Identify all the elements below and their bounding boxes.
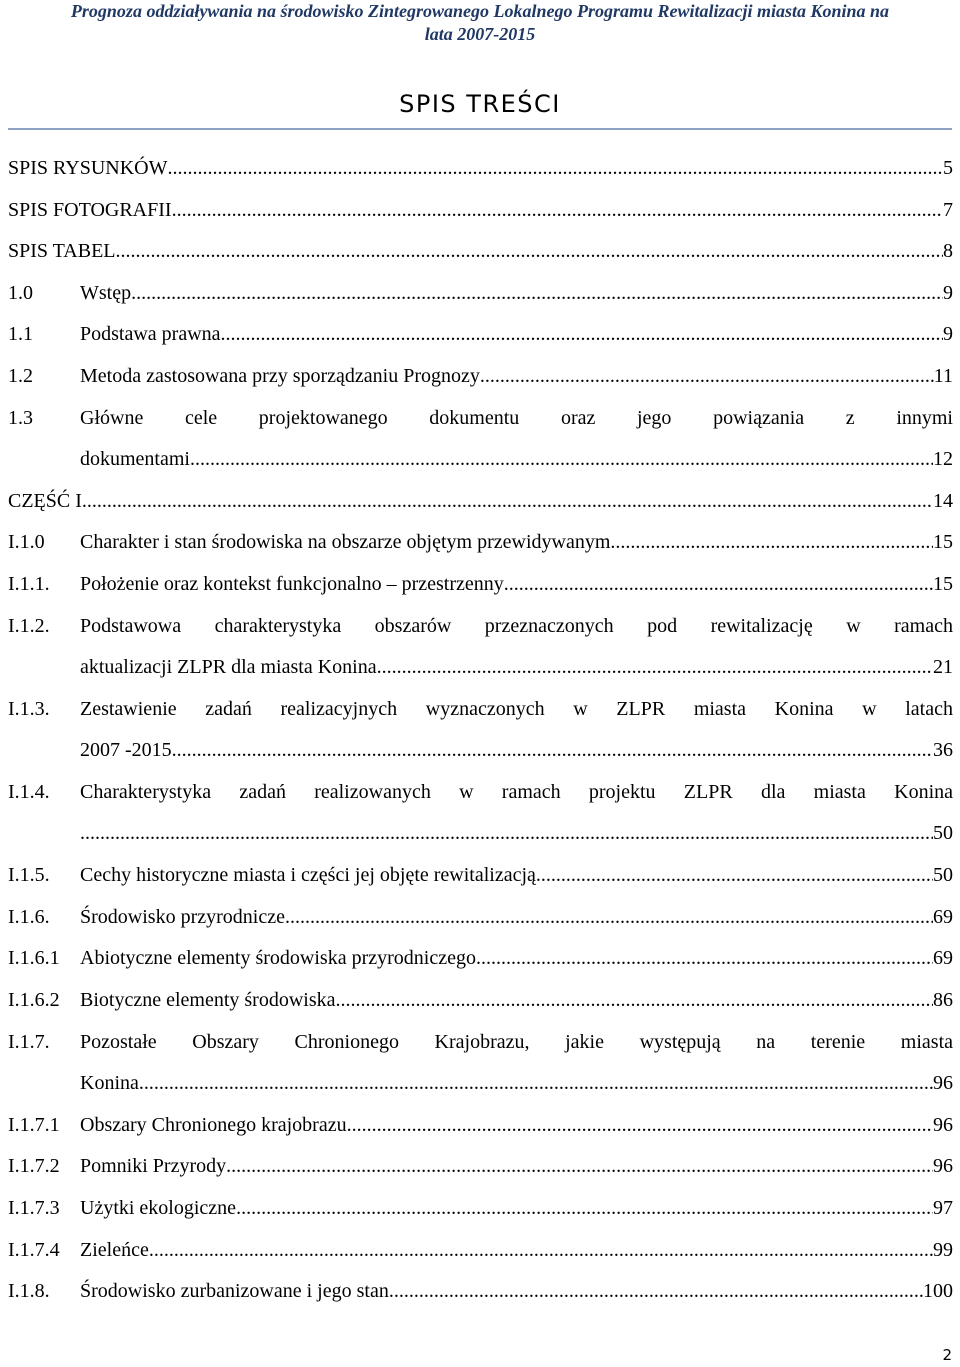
toc-entry-number: 1.1 <box>8 323 33 346</box>
toc-entry-page: 15 <box>933 531 953 554</box>
dot-leader <box>377 647 933 688</box>
page-number: 2 <box>942 1346 952 1364</box>
dot-leader <box>236 1188 933 1229</box>
toc-entry-number: I.1.7.2 <box>8 1155 60 1178</box>
dot-leader <box>131 273 943 314</box>
toc-entry-text: Abiotyczne elementy środowiska przyrodniczego <box>80 947 476 970</box>
toc-entry-text: Podstawowa charakterystyka obszarów przeznaczonych pod rewitalizację w ramach <box>80 614 953 637</box>
toc-entry-text: Zestawienie zadań realizacyjnych wyznaczonych w ZLPR miasta Konina w latach <box>80 697 953 720</box>
toc-entry-number: I.1.7.1 <box>8 1113 60 1136</box>
toc-entry-number: I.1.6. <box>8 905 50 928</box>
toc-entry-number: 1.0 <box>8 281 33 304</box>
toc-entry-text: Zieleńce <box>80 1238 149 1261</box>
dot-leader <box>149 1230 933 1271</box>
dot-leader <box>285 897 933 938</box>
dot-leader <box>536 855 933 896</box>
toc-entry-number: I.1.2. <box>8 614 50 637</box>
toc-entry-text: Wstęp <box>80 281 132 304</box>
toc-entry-text: Pomniki Przyrody <box>80 1155 227 1178</box>
toc-entry-number: I.1.7.4 <box>8 1238 60 1261</box>
toc-title: SPIS TREŚCI <box>399 90 561 118</box>
dot-leader <box>480 356 934 397</box>
toc-entry-page: 86 <box>933 989 953 1011</box>
toc-entry-text: SPIS TABEL <box>8 240 116 263</box>
toc-entry-text: Konina <box>80 1071 139 1094</box>
toc-entry-text: Użytki ekologiczne <box>80 1197 237 1219</box>
toc-entry-page: 5 <box>943 157 953 179</box>
toc-entry-number: I.1.1. <box>8 573 50 595</box>
toc-entry-number: I.1.8. <box>8 1280 50 1303</box>
dot-leader <box>82 481 933 522</box>
dot-leader <box>389 1271 923 1312</box>
toc-entry-text: Środowisko przyrodnicze <box>80 905 285 928</box>
toc-entry-text: CZĘŚĆ I <box>8 489 82 512</box>
toc-entry-text: 2007 -2015 <box>80 738 172 761</box>
dot-leader <box>610 522 933 563</box>
toc-entry-text: Obszary Chronionego krajobrazu <box>80 1113 347 1136</box>
toc-entry-text: Główne cele projektowanego dokumentu oraz jego powiązania z innymi <box>80 406 953 429</box>
toc-entry-page: 14 <box>933 489 953 512</box>
toc-entry-number: 1.3 <box>8 406 33 429</box>
dot-leader <box>80 813 933 854</box>
toc-entry-page: 99 <box>933 1238 953 1261</box>
dot-leader <box>221 314 943 355</box>
dot-leader <box>172 190 943 231</box>
toc-entry-page: 8 <box>943 240 953 263</box>
toc-entry-text: Podstawa prawna <box>80 323 221 346</box>
dot-leader <box>336 980 934 1021</box>
toc-entry-text: Położenie oraz kontekst funkcjonalno – przestrzenny <box>80 573 504 595</box>
title-underline <box>8 128 952 130</box>
toc-entry-page: 11 <box>933 365 953 387</box>
dot-leader <box>476 938 933 979</box>
dot-leader <box>139 1063 933 1104</box>
toc-entry-text: Cechy historyczne miasta i części jej objęte rewitalizacją <box>80 864 536 887</box>
toc-entry-page: 9 <box>943 323 953 346</box>
header-line-2: lata 2007-2015 <box>424 24 536 44</box>
toc-entry-page: 50 <box>933 864 953 887</box>
toc-entry-number: I.1.5. <box>8 864 50 887</box>
toc-entry-page: 7 <box>943 198 953 221</box>
toc-entry-text: aktualizacji ZLPR dla miasta Konina <box>80 655 377 678</box>
toc-entry-number: I.1.7. <box>8 1030 50 1053</box>
dot-leader <box>172 730 933 771</box>
toc-entry-text: Metoda zastosowana przy sporządzaniu Prognozy <box>80 365 480 387</box>
toc-entry-page: 9 <box>943 281 953 304</box>
dot-leader <box>116 231 944 272</box>
toc-entry-number: I.1.3. <box>8 697 50 720</box>
toc-entry-number: I.1.0 <box>8 531 45 554</box>
toc-entry-text: Charakterystyka zadań realizowanych w ramach projektu ZLPR dla miasta Konina <box>80 781 953 803</box>
toc-entry-number: I.1.4. <box>8 781 50 803</box>
header-line-1: Prognoza oddziaływania na środowisko Zintegrowanego Lokalnego Programu Rewitalizacji miasta Konina na <box>70 1 890 21</box>
toc-entry-text: Środowisko zurbanizowane i jego stan <box>80 1280 389 1303</box>
toc-entry-page: 15 <box>933 573 953 595</box>
toc-entry-page: 36 <box>933 738 953 761</box>
toc-entry-page: 12 <box>933 447 953 470</box>
toc-entry-number: 1.2 <box>8 365 33 387</box>
toc-entry-page: 50 <box>933 822 953 844</box>
toc-entry-text: SPIS FOTOGRAFII <box>8 198 172 221</box>
toc-entry-page: 69 <box>933 905 953 928</box>
toc-entry-text: Biotyczne elementy środowiska <box>80 989 336 1011</box>
toc-entry-page: 96 <box>933 1155 953 1178</box>
toc-entry-text: Charakter i stan środowiska na obszarze objętym przewidywanym <box>80 531 611 554</box>
toc-entry-text: dokumentami <box>80 447 190 470</box>
toc-entry-page: 96 <box>933 1113 953 1136</box>
toc-entry-page: 96 <box>933 1071 953 1094</box>
dot-leader <box>190 439 933 480</box>
dot-leader <box>347 1105 933 1146</box>
toc-entry-page: 100 <box>923 1280 953 1303</box>
toc-entry-number: I.1.6.2 <box>8 989 60 1011</box>
dot-leader <box>226 1146 933 1187</box>
toc-entry-page: 69 <box>933 947 953 970</box>
toc-entry-number: I.1.6.1 <box>8 947 60 970</box>
toc-entry-text: SPIS RYSUNKÓW <box>8 157 168 179</box>
toc-entry-page: 97 <box>933 1197 953 1219</box>
dot-leader <box>504 564 933 605</box>
toc-entry-text: Pozostałe Obszary Chronionego Krajobrazu, jakie występują na terenie miasta <box>80 1030 953 1053</box>
toc-entry-page: 21 <box>933 655 953 678</box>
dot-leader <box>167 148 943 189</box>
toc-entry-number: I.1.7.3 <box>8 1197 60 1219</box>
